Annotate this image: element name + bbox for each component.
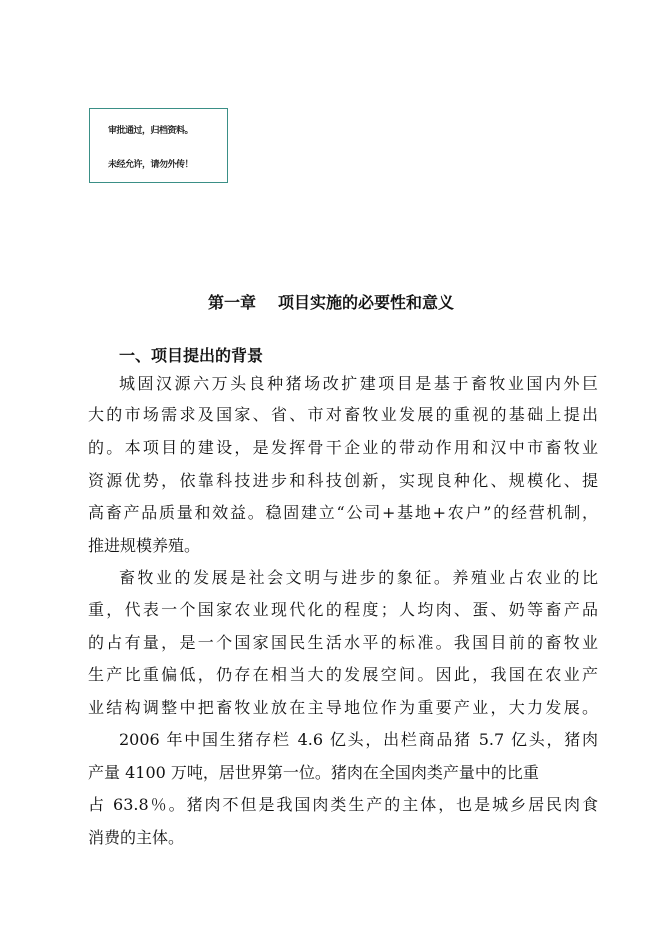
paragraph-2-line-5: 业结构调整中把畜牧业放在主导地位作为重要产业，大力发展。 <box>88 698 598 717</box>
paragraph-2-line-3: 的占有量，是一个国家国民生活水平的标准。我国目前的畜牧业 <box>88 633 598 652</box>
paragraph-1-line-1: 城固汉源六万头良种猪场改扩建项目是基于畜牧业国内外巨 <box>119 374 598 393</box>
paragraph-2-line-2: 重，代表一个国家农业现代化的程度；人均肉、蛋、奶等畜产品 <box>88 600 598 619</box>
paragraph-2-line-1: 畜牧业的发展是社会文明与进步的象征。养殖业占农业的比 <box>119 568 598 587</box>
paragraph-3-line-4: 消费的主体。 <box>88 828 185 847</box>
stamp-line-approved: 审批通过，归档资料。 <box>108 126 194 136</box>
paragraph-2-line-4: 生产比重偏低，仍存在相当大的发展空间。因此，我国在农业产 <box>88 665 598 684</box>
paragraph-1-line-3: 的。本项目的建设，是发挥骨干企业的带动作用和汉中市畜牧业 <box>88 438 598 457</box>
chapter-name: 项目实施的必要性和意义 <box>278 293 455 312</box>
paragraph-3-line-2: 产量 4100 万吨，居世界第一位。猪肉在全国肉类产量中的比重 <box>88 763 539 782</box>
paragraph-1-line-4: 资源优势，依靠科技进步和科技创新，实现良种化、规模化、提 <box>88 471 598 490</box>
paragraph-3-line-1: 2006 年中国生猪存栏 4.6 亿头，出栏商品猪 5.7 亿头，猪肉 <box>119 730 598 749</box>
chapter-title <box>0 290 662 313</box>
paragraph-1-line-5: 高畜产品质量和效益。稳固建立“公司+基地+农户”的经营机制， <box>88 503 598 522</box>
approval-stamp-box <box>89 108 228 183</box>
stamp-line-confidential: 未经允许，请勿外传！ <box>108 160 194 170</box>
chapter-number: 第一章 <box>207 293 256 312</box>
paragraph-1-line-6: 推进规模养殖。 <box>88 536 201 555</box>
paragraph-3-line-3: 占 63.8％。猪肉不但是我国肉类生产的主体，也是城乡居民肉食 <box>88 795 598 814</box>
section-heading: 一、项目提出的背景 <box>119 346 264 365</box>
paragraph-1-line-2: 大的市场需求及国家、省、市对畜牧业发展的重视的基础上提出 <box>88 405 598 424</box>
